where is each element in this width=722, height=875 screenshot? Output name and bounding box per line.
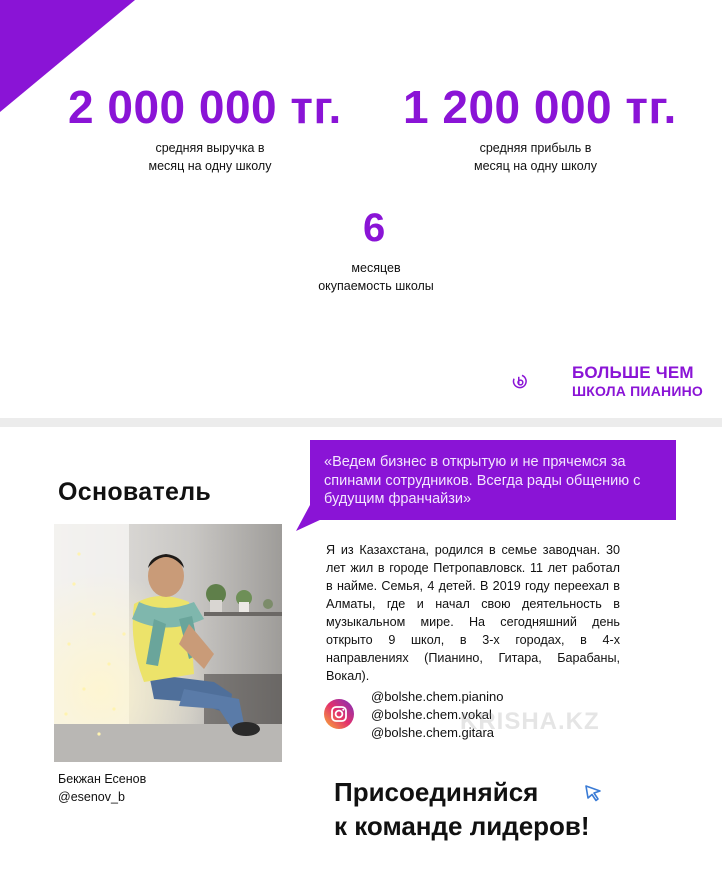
instagram-link-vokal[interactable]: @bolshe.chem.vokal (371, 707, 492, 722)
instagram-link-gitara[interactable]: @bolshe.chem.gitara (371, 725, 495, 740)
payback-value: 6 (363, 206, 386, 250)
section-divider (0, 418, 722, 427)
founder-name-block (58, 770, 146, 806)
revenue-caption (130, 139, 290, 175)
join-team-cta[interactable] (334, 775, 590, 843)
founder-quote: «Ведем бизнес в открытую и не прячемся за спинами сотрудников. Всегда рады общению с будущим франчайзи» (324, 454, 641, 507)
payback-caption-line2: окупаемость школы (318, 279, 434, 293)
watermark: KRISHA.KZ (460, 708, 600, 735)
logo-b-icon (512, 356, 572, 406)
instagram-link-pianino[interactable]: @bolshe.chem.pianino (371, 689, 504, 704)
founder-handle: @esenov_b (58, 790, 125, 804)
instagram-icon[interactable] (324, 699, 354, 729)
founder-name: Бекжан Есенов (58, 772, 147, 786)
revenue-caption-line2: месяц на одну школу (148, 159, 272, 173)
logo-line1: БОЛЬШЕ ЧЕМ (572, 363, 694, 382)
cta-line2: к команде лидеров! (334, 811, 590, 841)
revenue-caption-line1: средняя выручка в (155, 141, 265, 155)
cta-line1: Присоединяйся (334, 777, 539, 807)
profit-caption-line1: средняя прибыль в (479, 141, 592, 155)
founder-title: Основатель (58, 478, 212, 506)
logo-line2: ШКОЛА ПИАНИНО (572, 383, 703, 399)
quote-box (310, 440, 676, 520)
cursor-icon (583, 783, 603, 803)
profit-value: 1 200 000 тг. (403, 81, 677, 133)
profit-caption (448, 139, 623, 175)
logo-text (572, 364, 703, 400)
payback-caption-line1: месяцев (351, 261, 401, 275)
revenue-value: 2 000 000 тг. (68, 81, 342, 133)
founder-bio: Я из Казахстана, родился в семье заводчан. 30 лет жил в городе Петропавловск. 11 лет работал в найме. Семья, 4 детей. В 2019 году переехал в Алматы, где и начал свою деятельность в музыкальном мире. На сегодняшний день открыто 9 школ, в 3-х городах, в 4-х направлениях (Пианино, Гитара, Барабаны, Вокал). (326, 543, 620, 683)
payback-caption (296, 259, 456, 295)
founder-photo (54, 524, 282, 762)
profit-caption-line2: месяц на одну школу (474, 159, 597, 173)
